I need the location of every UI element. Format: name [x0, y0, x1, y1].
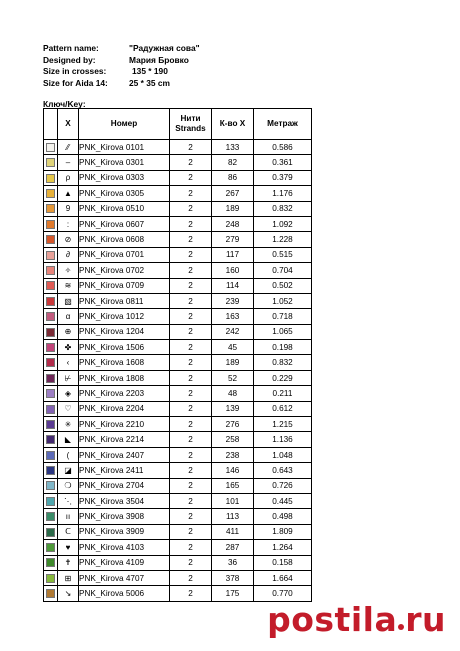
color-cell	[44, 247, 58, 262]
thread-length: 0.643	[254, 463, 312, 478]
cross-count: 267	[212, 186, 254, 201]
cross-count: 113	[212, 509, 254, 524]
thread-number: PNK_Kirova 1012	[79, 309, 170, 324]
thread-length: 1.065	[254, 324, 312, 339]
table-row	[44, 293, 312, 308]
symbol-cell	[58, 247, 79, 262]
stitch-symbol: ⊬	[64, 373, 72, 383]
table-row	[44, 278, 312, 293]
thread-number: PNK_Kirova 2214	[79, 432, 170, 447]
table-row	[44, 432, 312, 447]
thread-number: PNK_Kirova 2203	[79, 386, 170, 401]
thread-number: PNK_Kirova 4103	[79, 540, 170, 555]
thread-length: 0.379	[254, 170, 312, 185]
table-row	[44, 401, 312, 416]
aida-size-value: 25 * 35 cm	[129, 77, 170, 88]
color-swatch	[46, 466, 55, 475]
symbol-cell	[58, 309, 79, 324]
pattern-name-row	[43, 43, 200, 55]
strands-value: 2	[170, 570, 212, 585]
color-cell	[44, 293, 58, 308]
color-swatch	[46, 251, 55, 260]
strands-value: 2	[170, 370, 212, 385]
strands-value: 2	[170, 586, 212, 601]
table-row	[44, 201, 312, 216]
cross-count: 411	[212, 524, 254, 539]
table-header-row	[44, 109, 312, 140]
symbol-cell	[58, 401, 79, 416]
designer-label: Designed by:	[43, 54, 96, 65]
thread-number: PNK_Kirova 3504	[79, 493, 170, 508]
color-swatch	[46, 158, 55, 167]
stitch-symbol: :	[66, 219, 70, 229]
cross-count: 175	[212, 586, 254, 601]
symbol-cell	[58, 524, 79, 539]
strands-value: 2	[170, 186, 212, 201]
stitch-symbol: ıı	[65, 512, 71, 522]
strands-value: 2	[170, 478, 212, 493]
symbol-cell	[58, 432, 79, 447]
strands-value: 2	[170, 417, 212, 432]
thread-number: PNK_Kirova 0303	[79, 170, 170, 185]
color-swatch	[46, 512, 55, 521]
designer-value: Мария Бровко	[129, 54, 189, 65]
thread-length: 0.158	[254, 555, 312, 570]
table-row	[44, 417, 312, 432]
strands-value: 2	[170, 432, 212, 447]
thread-length: 0.445	[254, 493, 312, 508]
symbol-cell	[58, 586, 79, 601]
table-row	[44, 555, 312, 570]
color-swatch	[46, 543, 55, 552]
color-swatch	[46, 143, 55, 152]
thread-number: PNK_Kirova 1608	[79, 355, 170, 370]
header-symbol: X	[58, 109, 79, 140]
table-row	[44, 355, 312, 370]
aida-size-row	[43, 78, 200, 90]
stitch-symbol: ≋	[64, 281, 72, 291]
thread-legend-table	[43, 108, 312, 602]
table-row	[44, 570, 312, 585]
thread-number: PNK_Kirova 0510	[79, 201, 170, 216]
thread-number: PNK_Kirova 0701	[79, 247, 170, 262]
strands-value: 2	[170, 247, 212, 262]
stitch-symbol: –	[65, 158, 71, 168]
symbol-cell	[58, 463, 79, 478]
color-swatch	[46, 281, 55, 290]
color-swatch	[46, 189, 55, 198]
cross-count: 189	[212, 355, 254, 370]
color-swatch	[46, 528, 55, 537]
size-label: Size in crosses:	[43, 66, 107, 76]
table-row	[44, 478, 312, 493]
thread-number: PNK_Kirova 1204	[79, 324, 170, 339]
cross-count: 287	[212, 540, 254, 555]
thread-length: 0.718	[254, 309, 312, 324]
thread-length: 1.092	[254, 216, 312, 231]
cross-count: 248	[212, 216, 254, 231]
thread-length: 0.229	[254, 370, 312, 385]
color-cell	[44, 586, 58, 601]
strands-value: 2	[170, 155, 212, 170]
table-row	[44, 370, 312, 385]
color-cell	[44, 447, 58, 462]
thread-number: PNK_Kirova 0305	[79, 186, 170, 201]
strands-value: 2	[170, 463, 212, 478]
cross-count: 117	[212, 247, 254, 262]
color-swatch	[46, 358, 55, 367]
table-row	[44, 263, 312, 278]
thread-number: PNK_Kirova 1506	[79, 340, 170, 355]
thread-number: PNK_Kirova 4707	[79, 570, 170, 585]
cross-count: 139	[212, 401, 254, 416]
stitch-symbol: ✳	[64, 419, 72, 429]
symbol-cell	[58, 447, 79, 462]
table-row	[44, 524, 312, 539]
color-cell	[44, 216, 58, 231]
color-cell	[44, 340, 58, 355]
thread-number: PNK_Kirova 4109	[79, 555, 170, 570]
aida-size-label: Size for Aida 14:	[43, 77, 108, 88]
stitch-symbol: ⊞	[64, 573, 72, 583]
pattern-name-value: "Радужная сова"	[129, 43, 200, 53]
color-swatch	[46, 297, 55, 306]
symbol-cell	[58, 509, 79, 524]
strands-value: 2	[170, 340, 212, 355]
table-row	[44, 447, 312, 462]
symbol-cell	[58, 155, 79, 170]
color-cell	[44, 555, 58, 570]
color-cell	[44, 170, 58, 185]
cross-count: 82	[212, 155, 254, 170]
thread-number: PNK_Kirova 3909	[79, 524, 170, 539]
color-cell	[44, 524, 58, 539]
thread-length: 0.498	[254, 509, 312, 524]
thread-length: 1.052	[254, 293, 312, 308]
color-swatch	[46, 558, 55, 567]
key-label: Ключ/Key:	[43, 99, 86, 109]
watermark-text-right: ru	[405, 600, 446, 639]
color-swatch	[46, 235, 55, 244]
color-swatch	[46, 174, 55, 183]
cross-count: 133	[212, 140, 254, 155]
thread-length: 0.770	[254, 586, 312, 601]
cross-count: 48	[212, 386, 254, 401]
table-row	[44, 186, 312, 201]
table-row	[44, 386, 312, 401]
cross-count: 238	[212, 447, 254, 462]
thread-length: 0.211	[254, 386, 312, 401]
stitch-symbol: ⁄⁄	[66, 142, 70, 152]
symbol-cell	[58, 232, 79, 247]
size-value: 135 * 190	[132, 66, 168, 76]
thread-number: PNK_Kirova 5006	[79, 586, 170, 601]
symbol-cell	[58, 570, 79, 585]
table-row	[44, 232, 312, 247]
cross-count: 279	[212, 232, 254, 247]
color-cell	[44, 263, 58, 278]
stitch-symbol: ‹	[66, 358, 70, 368]
color-swatch	[46, 220, 55, 229]
stitch-symbol: (	[66, 450, 70, 460]
watermark-text-left: postila	[267, 600, 398, 639]
strands-value: 2	[170, 447, 212, 462]
thread-number: PNK_Kirova 2704	[79, 478, 170, 493]
symbol-cell	[58, 201, 79, 216]
color-cell	[44, 232, 58, 247]
stitch-symbol: ✝	[64, 558, 72, 568]
symbol-cell	[58, 493, 79, 508]
thread-number: PNK_Kirova 0709	[79, 278, 170, 293]
stitch-symbol: 9	[65, 204, 71, 214]
color-swatch	[46, 266, 55, 275]
thread-length: 0.502	[254, 278, 312, 293]
thread-length: 0.198	[254, 340, 312, 355]
thread-length: 0.832	[254, 355, 312, 370]
color-swatch	[46, 405, 55, 414]
color-cell	[44, 355, 58, 370]
stitch-symbol: ♥	[65, 542, 71, 552]
cross-count: 36	[212, 555, 254, 570]
stitch-symbol: ♡	[64, 404, 72, 414]
strands-value: 2	[170, 509, 212, 524]
watermark-dot	[398, 624, 404, 630]
stitch-symbol: ⊘	[64, 235, 72, 245]
cross-count: 146	[212, 463, 254, 478]
strands-value: 2	[170, 493, 212, 508]
table-row	[44, 463, 312, 478]
color-cell	[44, 401, 58, 416]
color-swatch	[46, 328, 55, 337]
thread-length: 1.809	[254, 524, 312, 539]
thread-number: PNK_Kirova 0101	[79, 140, 170, 155]
pattern-info	[43, 43, 200, 89]
thread-length: 1.176	[254, 186, 312, 201]
symbol-cell	[58, 386, 79, 401]
thread-number: PNK_Kirova 0607	[79, 216, 170, 231]
stitch-symbol: ᑕ	[65, 527, 71, 537]
table-row	[44, 340, 312, 355]
cross-count: 242	[212, 324, 254, 339]
symbol-cell	[58, 555, 79, 570]
color-cell	[44, 309, 58, 324]
cross-count: 258	[212, 432, 254, 447]
thread-number: PNK_Kirova 2407	[79, 447, 170, 462]
symbol-cell	[58, 478, 79, 493]
thread-length: 0.515	[254, 247, 312, 262]
strands-value: 2	[170, 140, 212, 155]
table-row	[44, 309, 312, 324]
color-swatch	[46, 343, 55, 352]
table-row	[44, 170, 312, 185]
cross-count: 101	[212, 493, 254, 508]
stitch-symbol: ✤	[64, 342, 72, 352]
color-cell	[44, 463, 58, 478]
thread-number: PNK_Kirova 2210	[79, 417, 170, 432]
thread-length: 1.264	[254, 540, 312, 555]
table-row	[44, 586, 312, 601]
symbol-cell	[58, 216, 79, 231]
thread-length: 0.726	[254, 478, 312, 493]
designer-row	[43, 55, 200, 67]
symbol-cell	[58, 324, 79, 339]
header-strands-text: Нити Strands	[175, 114, 206, 133]
table-row	[44, 216, 312, 231]
color-cell	[44, 155, 58, 170]
table-row	[44, 140, 312, 155]
color-swatch	[46, 389, 55, 398]
color-cell	[44, 570, 58, 585]
cross-count: 160	[212, 263, 254, 278]
table-row	[44, 493, 312, 508]
color-cell	[44, 324, 58, 339]
cross-count: 378	[212, 570, 254, 585]
stitch-symbol: ▧	[64, 296, 72, 306]
thread-number: PNK_Kirova 0811	[79, 293, 170, 308]
strands-value: 2	[170, 555, 212, 570]
thread-length: 0.586	[254, 140, 312, 155]
symbol-cell	[58, 540, 79, 555]
postila-watermark	[267, 600, 446, 639]
color-cell	[44, 417, 58, 432]
thread-number: PNK_Kirova 0608	[79, 232, 170, 247]
stitch-symbol: ↘	[64, 589, 72, 599]
header-strands	[170, 109, 212, 140]
strands-value: 2	[170, 170, 212, 185]
cross-count: 163	[212, 309, 254, 324]
thread-length: 0.832	[254, 201, 312, 216]
thread-length: 1.664	[254, 570, 312, 585]
strands-value: 2	[170, 263, 212, 278]
symbol-cell	[58, 355, 79, 370]
strands-value: 2	[170, 309, 212, 324]
cross-count: 276	[212, 417, 254, 432]
stitch-symbol: ▲	[64, 188, 72, 198]
stitch-symbol: α	[65, 311, 71, 321]
strands-value: 2	[170, 386, 212, 401]
size-row	[43, 66, 200, 78]
header-color	[44, 109, 58, 140]
thread-number: PNK_Kirova 0301	[79, 155, 170, 170]
symbol-cell	[58, 170, 79, 185]
color-cell	[44, 186, 58, 201]
color-cell	[44, 478, 58, 493]
cross-count: 45	[212, 340, 254, 355]
color-swatch	[46, 497, 55, 506]
color-cell	[44, 540, 58, 555]
stitch-symbol: ⋱	[64, 496, 72, 506]
color-swatch	[46, 589, 55, 598]
color-swatch	[46, 451, 55, 460]
symbol-cell	[58, 263, 79, 278]
header-count: К-во X	[212, 109, 254, 140]
color-swatch	[46, 204, 55, 213]
strands-value: 2	[170, 355, 212, 370]
thread-length: 0.361	[254, 155, 312, 170]
color-cell	[44, 386, 58, 401]
color-cell	[44, 140, 58, 155]
table-row	[44, 247, 312, 262]
symbol-cell	[58, 140, 79, 155]
thread-length: 0.704	[254, 263, 312, 278]
table-row	[44, 540, 312, 555]
stitch-symbol: ◣	[64, 435, 72, 445]
symbol-cell	[58, 278, 79, 293]
strands-value: 2	[170, 216, 212, 231]
cross-count: 189	[212, 201, 254, 216]
color-cell	[44, 493, 58, 508]
color-swatch	[46, 374, 55, 383]
strands-value: 2	[170, 201, 212, 216]
symbol-cell	[58, 417, 79, 432]
cross-count: 86	[212, 170, 254, 185]
symbol-cell	[58, 370, 79, 385]
thread-length: 0.612	[254, 401, 312, 416]
stitch-symbol: ◪	[64, 465, 72, 475]
cross-count: 165	[212, 478, 254, 493]
stitch-symbol: ⊕	[64, 327, 72, 337]
cross-count: 239	[212, 293, 254, 308]
stitch-symbol: ❍	[64, 481, 72, 491]
symbol-cell	[58, 340, 79, 355]
color-cell	[44, 278, 58, 293]
thread-number: PNK_Kirova 2411	[79, 463, 170, 478]
header-number: Номер	[79, 109, 170, 140]
header-length: Метраж	[254, 109, 312, 140]
table-row	[44, 509, 312, 524]
strands-value: 2	[170, 293, 212, 308]
thread-number: PNK_Kirova 3908	[79, 509, 170, 524]
thread-number: PNK_Kirova 1808	[79, 370, 170, 385]
strands-value: 2	[170, 278, 212, 293]
pattern-name-label: Pattern name:	[43, 43, 99, 53]
color-swatch	[46, 435, 55, 444]
cross-count: 114	[212, 278, 254, 293]
symbol-cell	[58, 293, 79, 308]
symbol-cell	[58, 186, 79, 201]
thread-length: 1.228	[254, 232, 312, 247]
thread-length: 1.136	[254, 432, 312, 447]
strands-value: 2	[170, 232, 212, 247]
stitch-symbol: ◈	[64, 388, 72, 398]
stitch-symbol: ρ	[65, 173, 71, 183]
strands-value: 2	[170, 401, 212, 416]
color-swatch	[46, 420, 55, 429]
cross-count: 52	[212, 370, 254, 385]
stitch-symbol: ✧	[64, 265, 72, 275]
thread-length: 1.215	[254, 417, 312, 432]
color-cell	[44, 509, 58, 524]
table-row	[44, 155, 312, 170]
color-swatch	[46, 574, 55, 583]
table-row	[44, 324, 312, 339]
color-cell	[44, 201, 58, 216]
stitch-symbol: ∂	[66, 250, 70, 260]
strands-value: 2	[170, 524, 212, 539]
strands-value: 2	[170, 540, 212, 555]
thread-length: 1.048	[254, 447, 312, 462]
color-cell	[44, 432, 58, 447]
color-swatch	[46, 312, 55, 321]
color-swatch	[46, 481, 55, 490]
thread-number: PNK_Kirova 2204	[79, 401, 170, 416]
strands-value: 2	[170, 324, 212, 339]
thread-number: PNK_Kirova 0702	[79, 263, 170, 278]
color-cell	[44, 370, 58, 385]
